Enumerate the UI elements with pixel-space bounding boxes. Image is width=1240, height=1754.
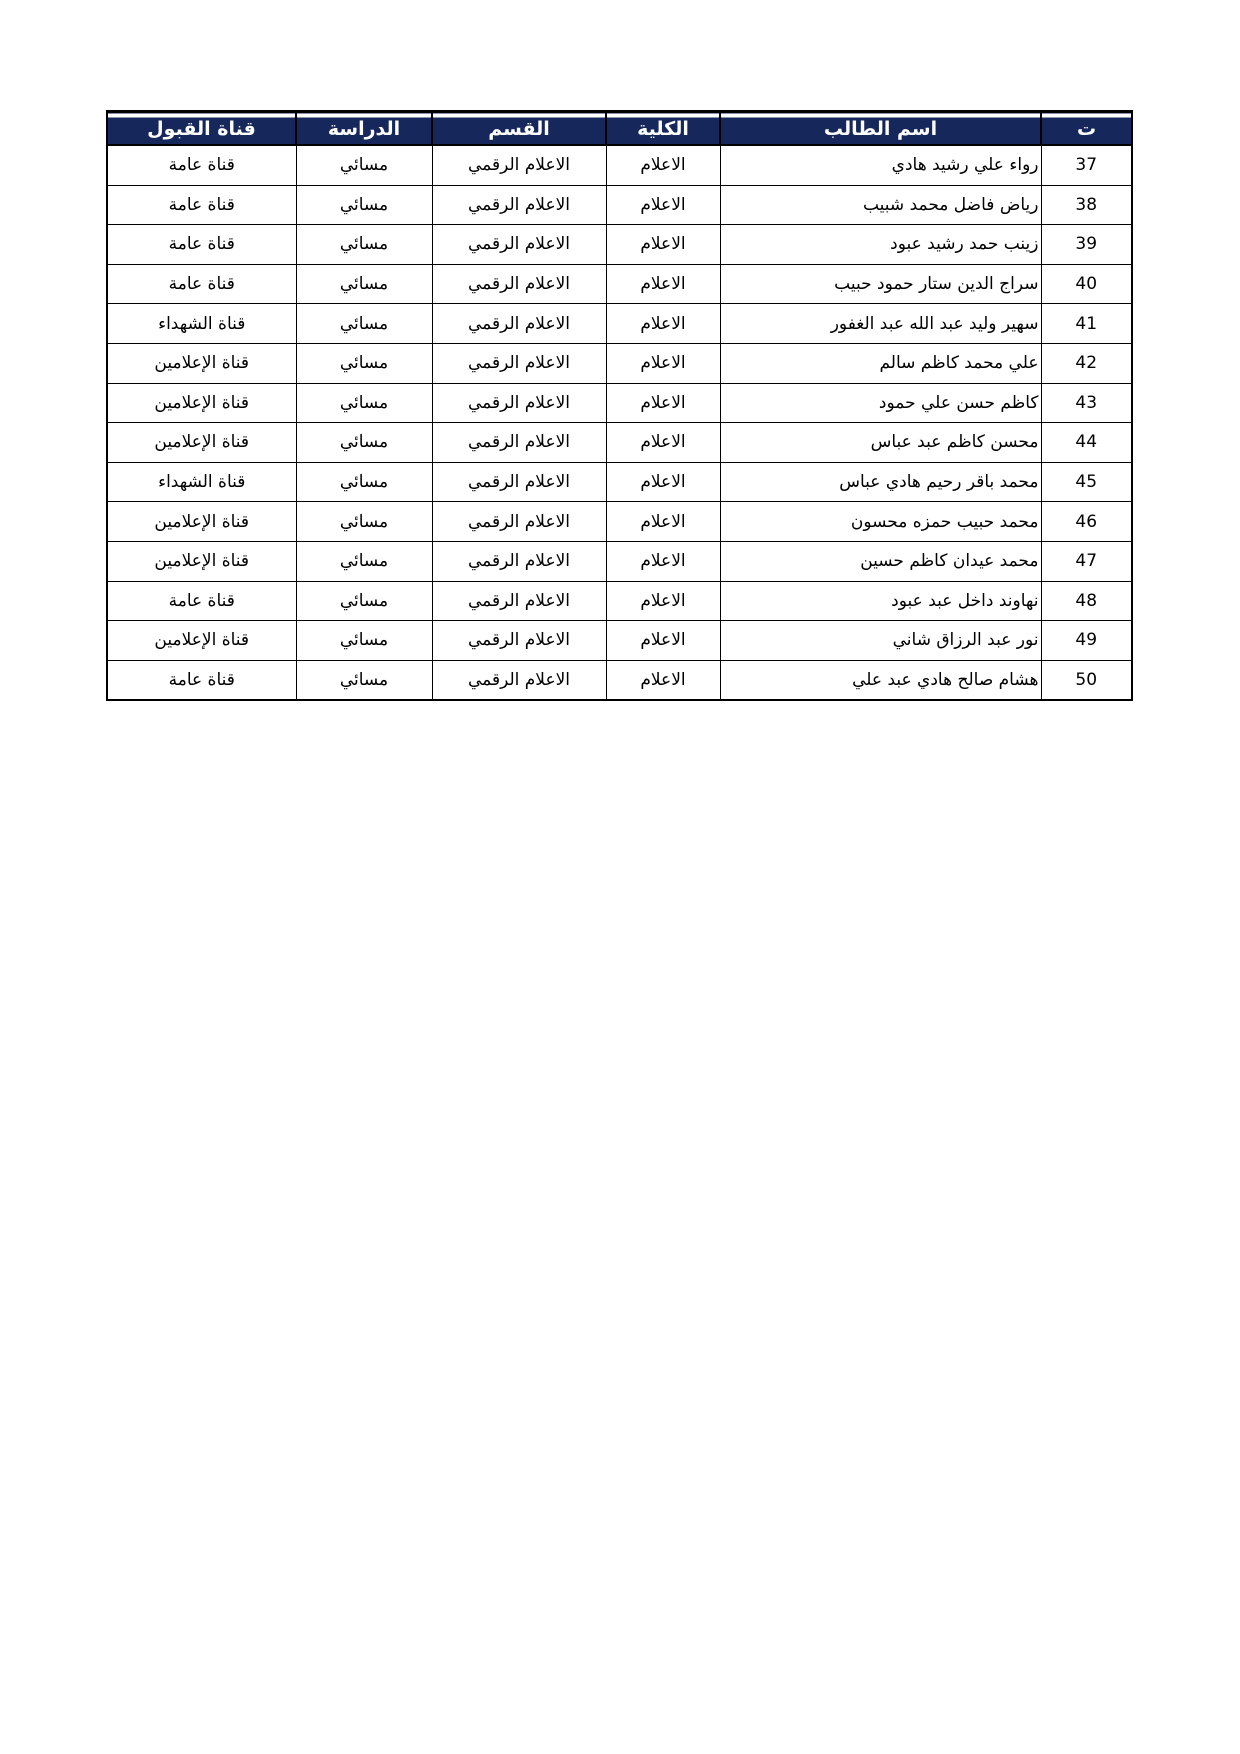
cell-study: مسائي [296, 581, 432, 621]
table-row [107, 502, 1132, 542]
cell-num: 40 [1041, 264, 1132, 304]
cell-dept: الاعلام الرقمي [432, 343, 606, 383]
table-row [107, 423, 1132, 463]
cell-college: الاعلام [606, 343, 720, 383]
cell-channel: قناة الشهداء [107, 304, 296, 344]
cell-dept: الاعلام الرقمي [432, 621, 606, 661]
cell-name: زينب حمد رشيد عبود [720, 225, 1041, 265]
cell-name: سراج الدين ستار حمود حبيب [720, 264, 1041, 304]
column-header-num: ت [1041, 112, 1132, 146]
cell-dept: الاعلام الرقمي [432, 660, 606, 700]
cell-study: مسائي [296, 502, 432, 542]
cell-num: 46 [1041, 502, 1132, 542]
cell-study: مسائي [296, 462, 432, 502]
cell-college: الاعلام [606, 660, 720, 700]
table-row [107, 145, 1132, 185]
cell-num: 48 [1041, 581, 1132, 621]
cell-dept: الاعلام الرقمي [432, 383, 606, 423]
cell-dept: الاعلام الرقمي [432, 502, 606, 542]
column-header-college: الكلية [606, 112, 720, 146]
table-row [107, 541, 1132, 581]
cell-dept: الاعلام الرقمي [432, 225, 606, 265]
cell-channel: قناة الإعلامين [107, 502, 296, 542]
cell-college: الاعلام [606, 185, 720, 225]
cell-study: مسائي [296, 185, 432, 225]
table-row [107, 462, 1132, 502]
cell-name: محمد عيدان كاظم حسين [720, 541, 1041, 581]
cell-num: 44 [1041, 423, 1132, 463]
cell-name: محمد حبيب حمزه محسون [720, 502, 1041, 542]
cell-num: 42 [1041, 343, 1132, 383]
cell-name: محسن كاظم عبد عباس [720, 423, 1041, 463]
table-header-row [107, 112, 1132, 146]
cell-name: سهير وليد عبد الله عبد الغفور [720, 304, 1041, 344]
cell-college: الاعلام [606, 541, 720, 581]
cell-name: محمد باقر رحيم هادي عباس [720, 462, 1041, 502]
cell-num: 39 [1041, 225, 1132, 265]
cell-name: نهاوند داخل عبد عبود [720, 581, 1041, 621]
student-table [106, 110, 1133, 701]
cell-channel: قناة عامة [107, 660, 296, 700]
student-table-body [107, 145, 1132, 700]
table-row [107, 343, 1132, 383]
cell-study: مسائي [296, 225, 432, 265]
cell-num: 50 [1041, 660, 1132, 700]
cell-dept: الاعلام الرقمي [432, 264, 606, 304]
cell-dept: الاعلام الرقمي [432, 541, 606, 581]
cell-name: رياض فاضل محمد شبيب [720, 185, 1041, 225]
table-row [107, 225, 1132, 265]
cell-study: مسائي [296, 145, 432, 185]
cell-college: الاعلام [606, 304, 720, 344]
column-header-channel: قناة القبول [107, 112, 296, 146]
table-row [107, 660, 1132, 700]
cell-college: الاعلام [606, 502, 720, 542]
cell-channel: قناة عامة [107, 145, 296, 185]
cell-study: مسائي [296, 304, 432, 344]
cell-dept: الاعلام الرقمي [432, 304, 606, 344]
cell-study: مسائي [296, 264, 432, 304]
cell-study: مسائي [296, 383, 432, 423]
cell-college: الاعلام [606, 621, 720, 661]
cell-channel: قناة عامة [107, 185, 296, 225]
cell-num: 41 [1041, 304, 1132, 344]
cell-study: مسائي [296, 343, 432, 383]
cell-college: الاعلام [606, 145, 720, 185]
cell-dept: الاعلام الرقمي [432, 145, 606, 185]
cell-name: علي محمد كاظم سالم [720, 343, 1041, 383]
cell-dept: الاعلام الرقمي [432, 185, 606, 225]
cell-college: الاعلام [606, 423, 720, 463]
cell-college: الاعلام [606, 264, 720, 304]
cell-name: نور عبد الرزاق شاني [720, 621, 1041, 661]
cell-college: الاعلام [606, 581, 720, 621]
cell-name: رواء علي رشيد هادي [720, 145, 1041, 185]
cell-channel: قناة الإعلامين [107, 383, 296, 423]
cell-college: الاعلام [606, 383, 720, 423]
cell-college: الاعلام [606, 225, 720, 265]
cell-num: 49 [1041, 621, 1132, 661]
cell-channel: قناة الإعلامين [107, 343, 296, 383]
cell-channel: قناة الإعلامين [107, 621, 296, 661]
cell-num: 38 [1041, 185, 1132, 225]
column-header-dept: القسم [432, 112, 606, 146]
cell-name: هشام صالح هادي عبد علي [720, 660, 1041, 700]
cell-college: الاعلام [606, 462, 720, 502]
cell-study: مسائي [296, 621, 432, 661]
cell-channel: قناة عامة [107, 581, 296, 621]
cell-dept: الاعلام الرقمي [432, 462, 606, 502]
cell-channel: قناة الإعلامين [107, 541, 296, 581]
cell-num: 43 [1041, 383, 1132, 423]
column-header-study: الدراسة [296, 112, 432, 146]
cell-num: 45 [1041, 462, 1132, 502]
table-row [107, 304, 1132, 344]
cell-channel: قناة الشهداء [107, 462, 296, 502]
cell-num: 47 [1041, 541, 1132, 581]
cell-channel: قناة عامة [107, 264, 296, 304]
table-row [107, 581, 1132, 621]
table-row [107, 185, 1132, 225]
table-row [107, 383, 1132, 423]
cell-dept: الاعلام الرقمي [432, 423, 606, 463]
table-header [107, 112, 1132, 146]
cell-dept: الاعلام الرقمي [432, 581, 606, 621]
cell-study: مسائي [296, 541, 432, 581]
cell-study: مسائي [296, 423, 432, 463]
cell-study: مسائي [296, 660, 432, 700]
cell-channel: قناة الإعلامين [107, 423, 296, 463]
cell-num: 37 [1041, 145, 1132, 185]
table-row [107, 621, 1132, 661]
table-row [107, 264, 1132, 304]
column-header-name: اسم الطالب [720, 112, 1041, 146]
cell-name: كاظم حسن علي حمود [720, 383, 1041, 423]
cell-channel: قناة عامة [107, 225, 296, 265]
